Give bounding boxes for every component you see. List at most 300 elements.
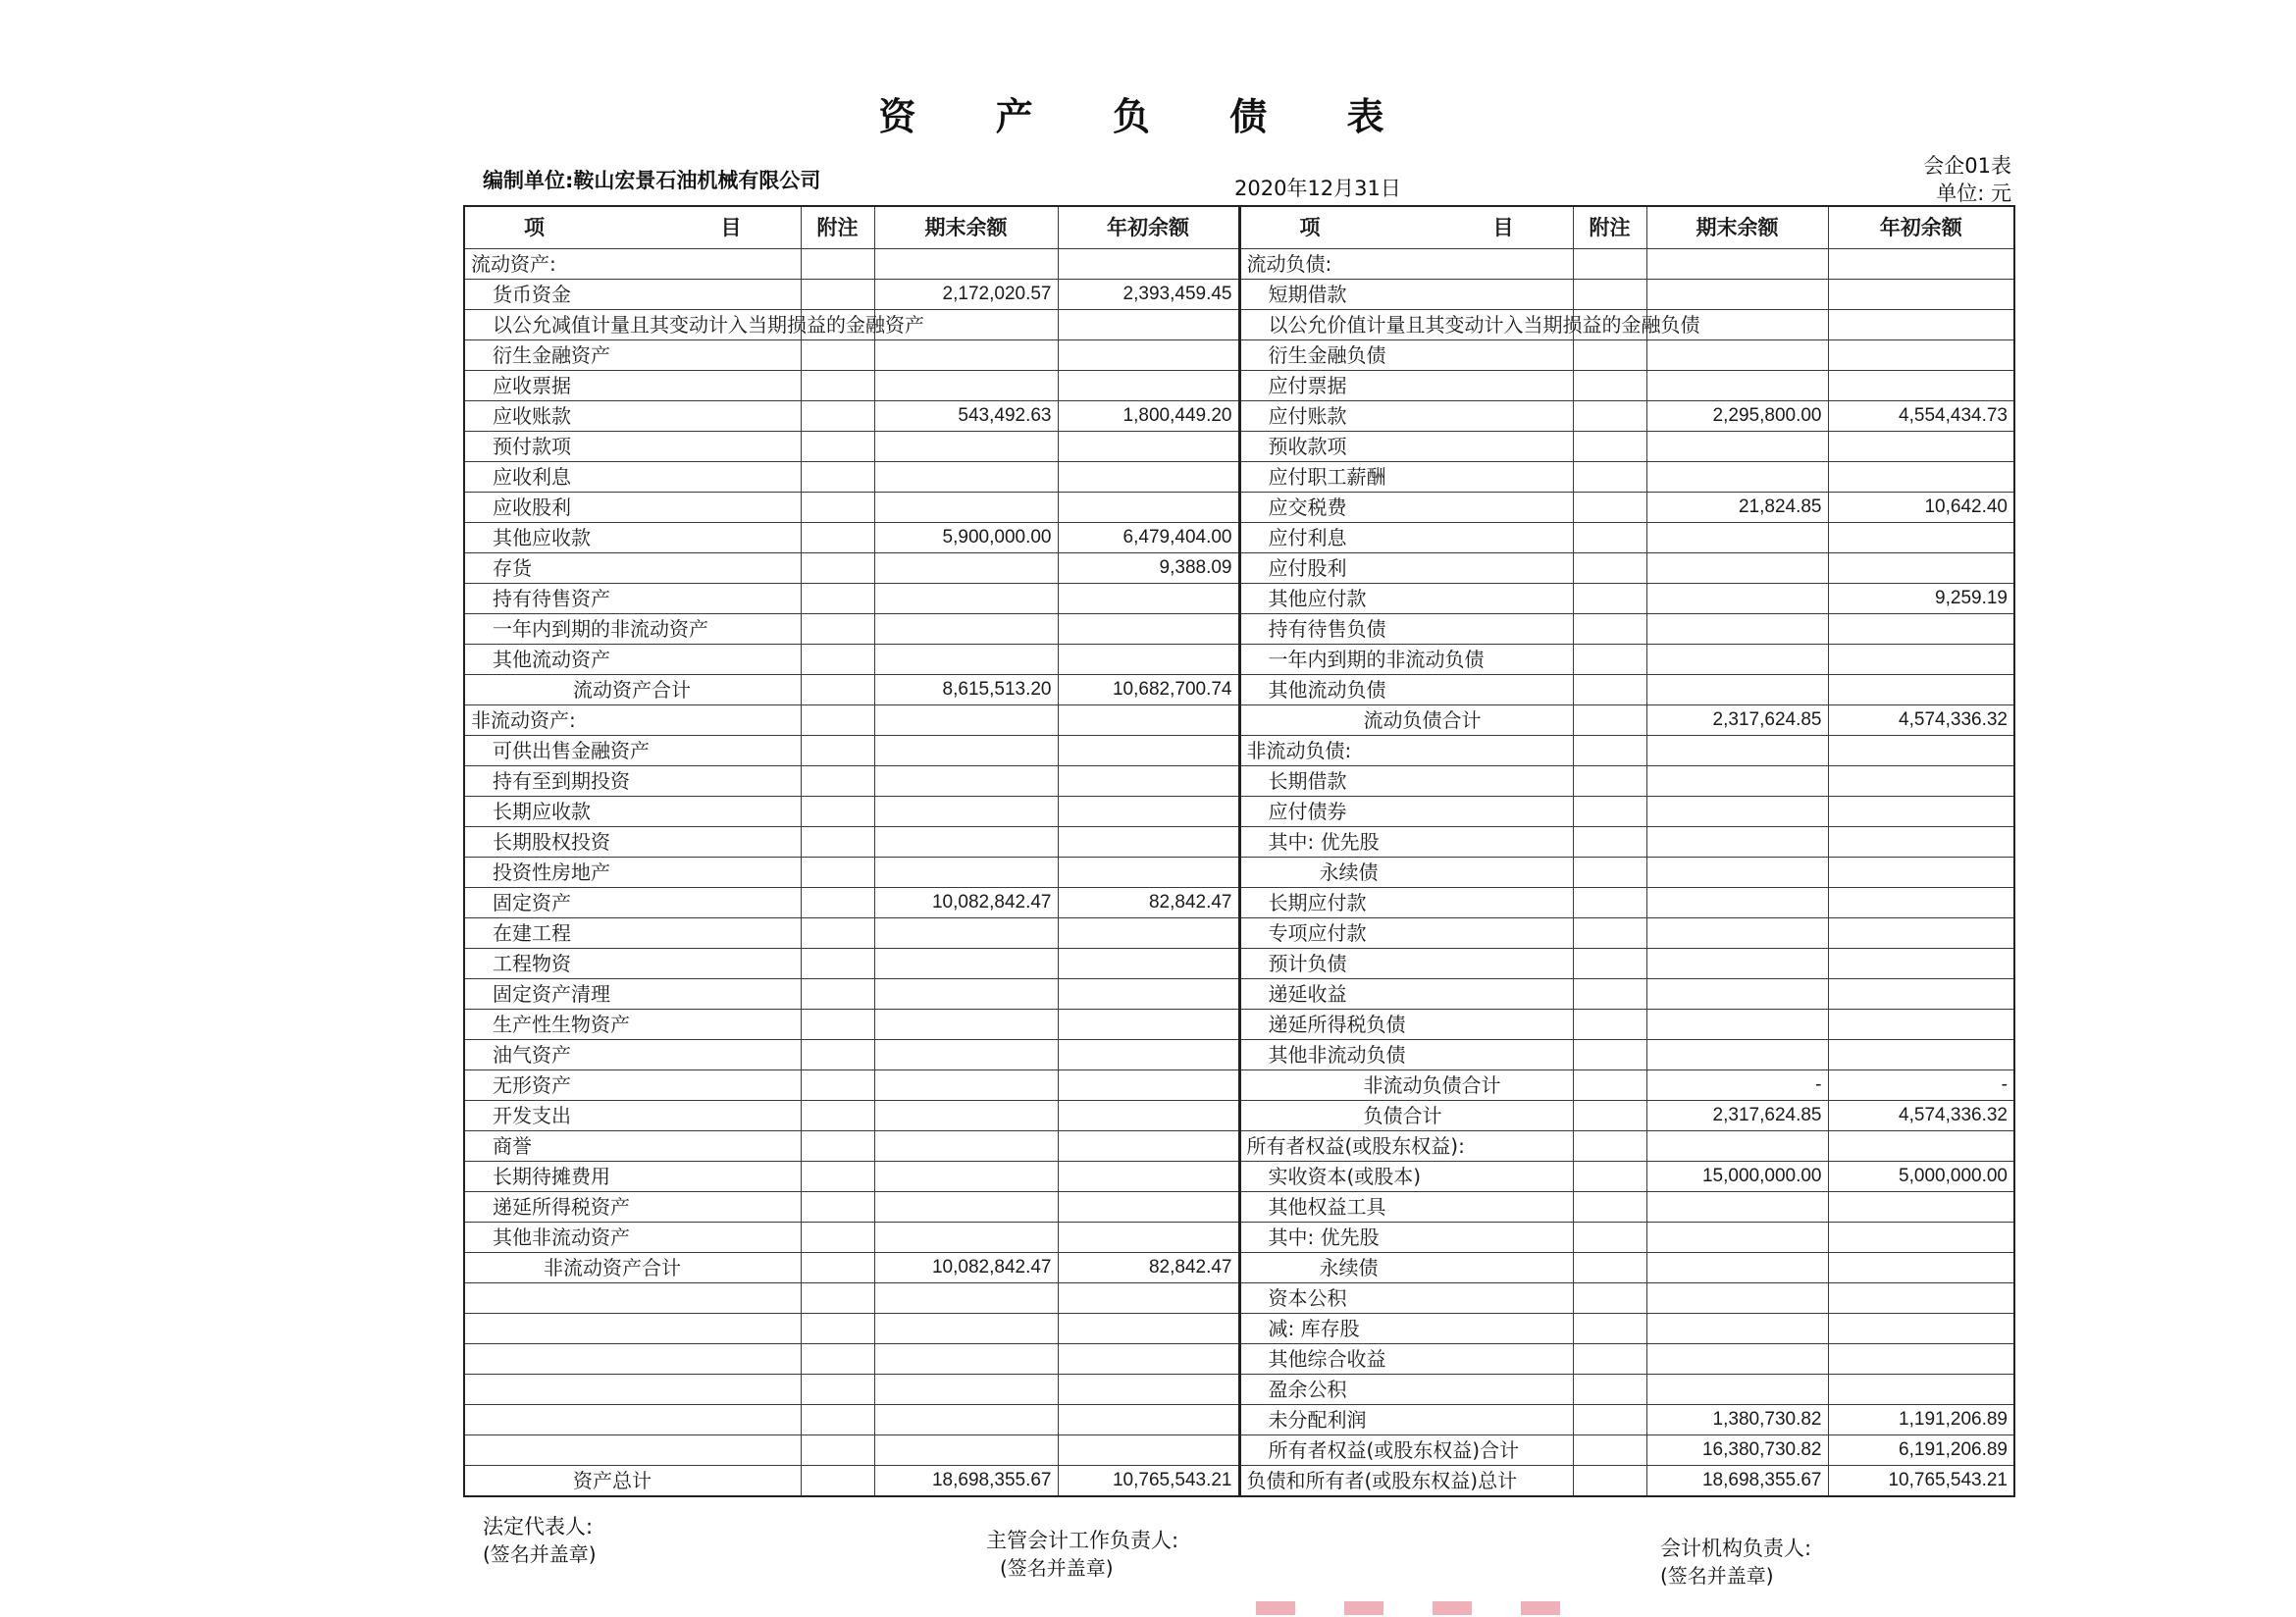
liability-begin-balance bbox=[1828, 340, 2014, 371]
table-row bbox=[464, 1375, 2014, 1405]
liability-note-cell bbox=[1573, 1405, 1646, 1435]
liability-end-balance bbox=[1646, 1283, 1828, 1314]
asset-begin-balance bbox=[1058, 614, 1239, 645]
liability-begin-balance bbox=[1828, 1131, 2014, 1162]
liability-note-cell bbox=[1573, 553, 1646, 584]
asset-item-name: 其他流动资产 bbox=[464, 645, 801, 675]
table-row bbox=[464, 1466, 2014, 1497]
asset-end-balance: 543,492.63 bbox=[874, 401, 1058, 432]
asset-note-cell bbox=[801, 705, 874, 736]
liability-note-cell bbox=[1573, 1223, 1646, 1253]
liability-note-cell bbox=[1573, 1010, 1646, 1040]
liability-note-cell bbox=[1573, 827, 1646, 858]
asset-end-balance: 10,082,842.47 bbox=[874, 888, 1058, 918]
asset-note-cell bbox=[801, 1314, 874, 1344]
liability-note-cell bbox=[1573, 401, 1646, 432]
table-row bbox=[464, 1283, 2014, 1314]
asset-note-cell bbox=[801, 1253, 874, 1283]
liability-begin-balance bbox=[1828, 918, 2014, 949]
asset-note-cell bbox=[801, 462, 874, 493]
asset-note-cell bbox=[801, 1010, 874, 1040]
table-row bbox=[464, 340, 2014, 371]
col-header-item: 项 目 bbox=[464, 206, 801, 249]
liability-note-cell bbox=[1573, 736, 1646, 766]
liability-end-balance bbox=[1646, 918, 1828, 949]
asset-item-name: 在建工程 bbox=[464, 918, 801, 949]
liability-end-balance bbox=[1646, 462, 1828, 493]
asset-begin-balance bbox=[1058, 949, 1239, 979]
asset-note-cell bbox=[801, 827, 874, 858]
table-row bbox=[464, 645, 2014, 675]
liability-end-balance bbox=[1646, 249, 1828, 280]
table-row bbox=[464, 584, 2014, 614]
asset-item-name: 固定资产清理 bbox=[464, 979, 801, 1010]
asset-begin-balance bbox=[1058, 736, 1239, 766]
accounting-org-head-note: (签名并盖章) bbox=[1660, 1564, 1774, 1588]
liability-end-balance bbox=[1646, 766, 1828, 797]
liability-end-balance bbox=[1646, 827, 1828, 858]
liability-begin-balance bbox=[1828, 614, 2014, 645]
liability-item-name: 应付票据 bbox=[1239, 371, 1573, 401]
liability-item-name: 负债和所有者(或股东权益)总计 bbox=[1239, 1466, 1573, 1497]
table-row bbox=[464, 1314, 2014, 1344]
liability-item-name: 实收资本(或股本) bbox=[1239, 1162, 1573, 1192]
table-row bbox=[464, 705, 2014, 736]
asset-note-cell bbox=[801, 888, 874, 918]
liability-end-balance bbox=[1646, 1040, 1828, 1070]
liability-begin-balance bbox=[1828, 797, 2014, 827]
table-row bbox=[464, 979, 2014, 1010]
liability-note-cell bbox=[1573, 1435, 1646, 1466]
asset-end-balance bbox=[874, 1162, 1058, 1192]
asset-item-name: 流动资产合计 bbox=[464, 675, 801, 705]
asset-item-name: 生产性生物资产 bbox=[464, 1010, 801, 1040]
asset-begin-balance bbox=[1058, 1375, 1239, 1405]
asset-item-name bbox=[464, 1375, 801, 1405]
liability-end-balance bbox=[1646, 1253, 1828, 1283]
liability-item-name: 应交税费 bbox=[1239, 493, 1573, 523]
liability-end-balance bbox=[1646, 1375, 1828, 1405]
asset-item-name: 应收利息 bbox=[464, 462, 801, 493]
asset-item-name bbox=[464, 1344, 801, 1375]
liability-item-name: 减: 库存股 bbox=[1239, 1314, 1573, 1344]
asset-note-cell bbox=[801, 432, 874, 462]
col-header-item: 项 目 bbox=[1239, 206, 1573, 249]
table-row bbox=[464, 614, 2014, 645]
liability-item-name: 预计负债 bbox=[1239, 949, 1573, 979]
asset-note-cell bbox=[801, 1162, 874, 1192]
asset-item-name: 油气资产 bbox=[464, 1040, 801, 1070]
asset-note-cell bbox=[801, 523, 874, 553]
asset-end-balance bbox=[874, 1435, 1058, 1466]
asset-item-name bbox=[464, 1283, 801, 1314]
liability-note-cell bbox=[1573, 371, 1646, 401]
asset-item-name: 衍生金融资产 bbox=[464, 340, 801, 371]
table-row bbox=[464, 675, 2014, 705]
table-row bbox=[464, 1131, 2014, 1162]
asset-end-balance bbox=[874, 736, 1058, 766]
liability-item-name: 持有待售负债 bbox=[1239, 614, 1573, 645]
liability-begin-balance bbox=[1828, 371, 2014, 401]
liability-note-cell bbox=[1573, 979, 1646, 1010]
liability-item-name: 资本公积 bbox=[1239, 1283, 1573, 1314]
liability-item-name: 流动负债: bbox=[1239, 249, 1573, 280]
liability-item-name: 永续债 bbox=[1239, 1253, 1573, 1283]
accounting-org-head-signature bbox=[1660, 1535, 1811, 1590]
asset-note-cell bbox=[801, 979, 874, 1010]
asset-begin-balance bbox=[1058, 340, 1239, 371]
table-row bbox=[464, 310, 2014, 340]
liability-end-balance bbox=[1646, 888, 1828, 918]
liability-end-balance bbox=[1646, 675, 1828, 705]
asset-begin-balance: 2,393,459.45 bbox=[1058, 280, 1239, 310]
asset-end-balance bbox=[874, 371, 1058, 401]
asset-note-cell bbox=[801, 1375, 874, 1405]
col-header-begin-balance: 年初余额 bbox=[1058, 206, 1239, 249]
liability-end-balance: 18,698,355.67 bbox=[1646, 1466, 1828, 1497]
legal-representative-signature bbox=[483, 1513, 597, 1568]
table-row bbox=[464, 432, 2014, 462]
liability-begin-balance bbox=[1828, 1192, 2014, 1223]
asset-item-name: 无形资产 bbox=[464, 1070, 801, 1101]
table-row bbox=[464, 1010, 2014, 1040]
asset-end-balance bbox=[874, 1040, 1058, 1070]
table-row bbox=[464, 827, 2014, 858]
asset-note-cell bbox=[801, 1344, 874, 1375]
liability-item-name: 递延所得税负债 bbox=[1239, 1010, 1573, 1040]
asset-end-balance bbox=[874, 918, 1058, 949]
col-header-end-balance: 期末余额 bbox=[874, 206, 1058, 249]
balance-sheet-table bbox=[463, 205, 2015, 1497]
asset-item-name: 存货 bbox=[464, 553, 801, 584]
asset-item-name bbox=[464, 1435, 801, 1466]
asset-note-cell bbox=[801, 1131, 874, 1162]
asset-note-cell bbox=[801, 584, 874, 614]
asset-end-balance bbox=[874, 1223, 1058, 1253]
asset-begin-balance bbox=[1058, 705, 1239, 736]
asset-end-balance bbox=[874, 249, 1058, 280]
liability-note-cell bbox=[1573, 523, 1646, 553]
asset-note-cell bbox=[801, 1101, 874, 1131]
asset-item-name bbox=[464, 1314, 801, 1344]
asset-begin-balance: 10,765,543.21 bbox=[1058, 1466, 1239, 1497]
asset-begin-balance bbox=[1058, 432, 1239, 462]
liability-item-name: 应付账款 bbox=[1239, 401, 1573, 432]
asset-begin-balance bbox=[1058, 1070, 1239, 1101]
liability-end-balance bbox=[1646, 1192, 1828, 1223]
table-row bbox=[464, 523, 2014, 553]
liability-item-name: 所有者权益(或股东权益)合计 bbox=[1239, 1435, 1573, 1466]
liability-note-cell bbox=[1573, 1131, 1646, 1162]
asset-note-cell bbox=[801, 553, 874, 584]
liability-end-balance bbox=[1646, 858, 1828, 888]
table-row bbox=[464, 1223, 2014, 1253]
liability-note-cell bbox=[1573, 614, 1646, 645]
table-row bbox=[464, 493, 2014, 523]
asset-note-cell bbox=[801, 858, 874, 888]
table-row bbox=[464, 462, 2014, 493]
asset-begin-balance bbox=[1058, 858, 1239, 888]
asset-item-name: 可供出售金融资产 bbox=[464, 736, 801, 766]
col-header-begin-balance: 年初余额 bbox=[1828, 206, 2014, 249]
asset-note-cell bbox=[801, 280, 874, 310]
liability-item-name: 专项应付款 bbox=[1239, 918, 1573, 949]
liability-note-cell bbox=[1573, 1375, 1646, 1405]
asset-note-cell bbox=[801, 401, 874, 432]
asset-note-cell bbox=[801, 1040, 874, 1070]
asset-end-balance bbox=[874, 949, 1058, 979]
table-row bbox=[464, 401, 2014, 432]
liability-end-balance bbox=[1646, 614, 1828, 645]
table-row bbox=[464, 736, 2014, 766]
asset-begin-balance: 10,682,700.74 bbox=[1058, 675, 1239, 705]
liability-item-name: 所有者权益(或股东权益): bbox=[1239, 1131, 1573, 1162]
asset-item-name: 开发支出 bbox=[464, 1101, 801, 1131]
asset-end-balance bbox=[874, 1344, 1058, 1375]
liability-end-balance bbox=[1646, 1314, 1828, 1344]
asset-item-name: 其他非流动资产 bbox=[464, 1223, 801, 1253]
liability-item-name: 长期应付款 bbox=[1239, 888, 1573, 918]
asset-item-name: 长期待摊费用 bbox=[464, 1162, 801, 1192]
liability-item-name: 衍生金融负债 bbox=[1239, 340, 1573, 371]
liability-begin-balance bbox=[1828, 462, 2014, 493]
liability-note-cell bbox=[1573, 1283, 1646, 1314]
liability-end-balance: 15,000,000.00 bbox=[1646, 1162, 1828, 1192]
liability-begin-balance bbox=[1828, 766, 2014, 797]
liability-note-cell bbox=[1573, 280, 1646, 310]
compiling-unit: 编制单位:鞍山宏景石油机械有限公司 bbox=[483, 169, 821, 192]
liability-begin-balance bbox=[1828, 1375, 2014, 1405]
liability-begin-balance: 9,259.19 bbox=[1828, 584, 2014, 614]
asset-item-name bbox=[464, 1405, 801, 1435]
liability-item-name: 以公允价值计量且其变动计入当期损益的金融负债 bbox=[1239, 310, 1573, 340]
asset-item-name: 一年内到期的非流动资产 bbox=[464, 614, 801, 645]
liability-begin-balance: 10,642.40 bbox=[1828, 493, 2014, 523]
liability-end-balance bbox=[1646, 797, 1828, 827]
asset-note-cell bbox=[801, 340, 874, 371]
table-row bbox=[464, 249, 2014, 280]
asset-end-balance: 5,900,000.00 bbox=[874, 523, 1058, 553]
currency-unit: 单位: 元 bbox=[1936, 182, 2011, 205]
table-row bbox=[464, 1040, 2014, 1070]
table-row bbox=[464, 1344, 2014, 1375]
table-row bbox=[464, 280, 2014, 310]
asset-begin-balance bbox=[1058, 645, 1239, 675]
liability-note-cell bbox=[1573, 1101, 1646, 1131]
asset-begin-balance: 82,842.47 bbox=[1058, 888, 1239, 918]
liability-end-balance: 2,317,624.85 bbox=[1646, 705, 1828, 736]
liability-note-cell bbox=[1573, 1344, 1646, 1375]
liability-item-name: 应付职工薪酬 bbox=[1239, 462, 1573, 493]
liability-end-balance bbox=[1646, 949, 1828, 979]
liability-end-balance bbox=[1646, 553, 1828, 584]
liability-begin-balance bbox=[1828, 736, 2014, 766]
asset-end-balance bbox=[874, 705, 1058, 736]
liability-item-name: 未分配利润 bbox=[1239, 1405, 1573, 1435]
col-header-end-balance: 期末余额 bbox=[1646, 206, 1828, 249]
liability-begin-balance bbox=[1828, 249, 2014, 280]
asset-begin-balance bbox=[1058, 1435, 1239, 1466]
asset-end-balance bbox=[874, 614, 1058, 645]
liability-begin-balance bbox=[1828, 553, 2014, 584]
asset-end-balance bbox=[874, 1314, 1058, 1344]
asset-begin-balance bbox=[1058, 827, 1239, 858]
asset-end-balance bbox=[874, 1192, 1058, 1223]
asset-begin-balance bbox=[1058, 1010, 1239, 1040]
liability-begin-balance bbox=[1828, 949, 2014, 979]
asset-begin-balance bbox=[1058, 979, 1239, 1010]
asset-end-balance bbox=[874, 1283, 1058, 1314]
table-row bbox=[464, 371, 2014, 401]
asset-begin-balance bbox=[1058, 1162, 1239, 1192]
asset-note-cell bbox=[801, 493, 874, 523]
liability-item-name: 应付股利 bbox=[1239, 553, 1573, 584]
liability-begin-balance bbox=[1828, 645, 2014, 675]
liability-item-name: 短期借款 bbox=[1239, 280, 1573, 310]
liability-end-balance: 1,380,730.82 bbox=[1646, 1405, 1828, 1435]
table-row bbox=[464, 858, 2014, 888]
liability-end-balance: 2,295,800.00 bbox=[1646, 401, 1828, 432]
liability-item-name: 应付债券 bbox=[1239, 797, 1573, 827]
table-row bbox=[464, 918, 2014, 949]
asset-begin-balance bbox=[1058, 1223, 1239, 1253]
asset-begin-balance bbox=[1058, 371, 1239, 401]
asset-end-balance bbox=[874, 340, 1058, 371]
asset-item-name: 预付款项 bbox=[464, 432, 801, 462]
liability-end-balance bbox=[1646, 979, 1828, 1010]
liability-begin-balance: 6,191,206.89 bbox=[1828, 1435, 2014, 1466]
liability-end-balance bbox=[1646, 523, 1828, 553]
asset-item-name: 持有至到期投资 bbox=[464, 766, 801, 797]
accounting-org-head-label: 会计机构负责人: bbox=[1660, 1537, 1812, 1560]
asset-begin-balance bbox=[1058, 584, 1239, 614]
asset-item-name: 投资性房地产 bbox=[464, 858, 801, 888]
liability-item-name: 其他综合收益 bbox=[1239, 1344, 1573, 1375]
liability-item-name: 其他非流动负债 bbox=[1239, 1040, 1573, 1070]
report-date: 2020年12月31日 bbox=[1234, 177, 1401, 200]
asset-note-cell bbox=[801, 1435, 874, 1466]
liability-item-name: 长期借款 bbox=[1239, 766, 1573, 797]
asset-note-cell bbox=[801, 1070, 874, 1101]
liability-item-name: 预收款项 bbox=[1239, 432, 1573, 462]
table-row bbox=[464, 1253, 2014, 1283]
asset-item-name: 货币资金 bbox=[464, 280, 801, 310]
asset-end-balance bbox=[874, 858, 1058, 888]
liability-item-name: 其中: 优先股 bbox=[1239, 1223, 1573, 1253]
table-row bbox=[464, 1435, 2014, 1466]
liability-end-balance: - bbox=[1646, 1070, 1828, 1101]
liability-begin-balance bbox=[1828, 432, 2014, 462]
liability-begin-balance: - bbox=[1828, 1070, 2014, 1101]
asset-end-balance bbox=[874, 1010, 1058, 1040]
legal-rep-note: (签名并盖章) bbox=[483, 1542, 597, 1566]
asset-end-balance bbox=[874, 1101, 1058, 1131]
asset-item-name: 持有待售资产 bbox=[464, 584, 801, 614]
liability-note-cell bbox=[1573, 432, 1646, 462]
liability-note-cell bbox=[1573, 1192, 1646, 1223]
asset-begin-balance: 9,388.09 bbox=[1058, 553, 1239, 584]
liability-item-name: 非流动负债合计 bbox=[1239, 1070, 1573, 1101]
liability-end-balance bbox=[1646, 432, 1828, 462]
liability-note-cell bbox=[1573, 493, 1646, 523]
liability-end-balance: 16,380,730.82 bbox=[1646, 1435, 1828, 1466]
asset-end-balance bbox=[874, 584, 1058, 614]
table-row bbox=[464, 1192, 2014, 1223]
accounting-head-note: (签名并盖章) bbox=[1000, 1556, 1114, 1580]
liability-begin-balance bbox=[1828, 280, 2014, 310]
accounting-head-label: 主管会计工作负责人: bbox=[986, 1529, 1179, 1552]
liability-note-cell bbox=[1573, 675, 1646, 705]
liability-note-cell bbox=[1573, 249, 1646, 280]
liability-note-cell bbox=[1573, 645, 1646, 675]
liability-begin-balance bbox=[1828, 979, 2014, 1010]
asset-item-name: 以公允减值计量且其变动计入当期损益的金融资产 bbox=[464, 310, 801, 340]
liability-begin-balance bbox=[1828, 827, 2014, 858]
liability-item-name: 其他权益工具 bbox=[1239, 1192, 1573, 1223]
liability-item-name: 流动负债合计 bbox=[1239, 705, 1573, 736]
asset-begin-balance bbox=[1058, 766, 1239, 797]
liability-end-balance: 21,824.85 bbox=[1646, 493, 1828, 523]
asset-end-balance bbox=[874, 1375, 1058, 1405]
asset-item-name: 商誉 bbox=[464, 1131, 801, 1162]
liability-begin-balance bbox=[1828, 310, 2014, 340]
asset-end-balance: 10,082,842.47 bbox=[874, 1253, 1058, 1283]
liability-begin-balance: 1,191,206.89 bbox=[1828, 1405, 2014, 1435]
asset-item-name: 长期股权投资 bbox=[464, 827, 801, 858]
asset-note-cell bbox=[801, 797, 874, 827]
liability-begin-balance: 4,574,336.32 bbox=[1828, 705, 2014, 736]
asset-begin-balance bbox=[1058, 462, 1239, 493]
col-header-note: 附注 bbox=[1573, 206, 1646, 249]
liability-item-name: 应付利息 bbox=[1239, 523, 1573, 553]
asset-end-balance bbox=[874, 979, 1058, 1010]
asset-note-cell bbox=[801, 645, 874, 675]
asset-end-balance bbox=[874, 553, 1058, 584]
asset-note-cell bbox=[801, 1405, 874, 1435]
liability-end-balance bbox=[1646, 1344, 1828, 1375]
liability-begin-balance bbox=[1828, 675, 2014, 705]
asset-end-balance bbox=[874, 1070, 1058, 1101]
asset-begin-balance bbox=[1058, 249, 1239, 280]
liability-note-cell bbox=[1573, 858, 1646, 888]
liability-item-name: 非流动负债: bbox=[1239, 736, 1573, 766]
liability-note-cell bbox=[1573, 918, 1646, 949]
asset-item-name: 非流动资产: bbox=[464, 705, 801, 736]
asset-begin-balance bbox=[1058, 310, 1239, 340]
asset-end-balance bbox=[874, 766, 1058, 797]
asset-begin-balance bbox=[1058, 1040, 1239, 1070]
liability-note-cell bbox=[1573, 705, 1646, 736]
asset-begin-balance bbox=[1058, 1405, 1239, 1435]
asset-item-name: 资产总计 bbox=[464, 1466, 801, 1497]
asset-begin-balance: 6,479,404.00 bbox=[1058, 523, 1239, 553]
liability-begin-balance bbox=[1828, 1040, 2014, 1070]
liability-note-cell bbox=[1573, 1466, 1646, 1497]
liability-end-balance bbox=[1646, 1223, 1828, 1253]
liability-note-cell bbox=[1573, 1162, 1646, 1192]
liability-note-cell bbox=[1573, 1070, 1646, 1101]
asset-note-cell bbox=[801, 1283, 874, 1314]
asset-item-name: 应收票据 bbox=[464, 371, 801, 401]
liability-end-balance bbox=[1646, 340, 1828, 371]
asset-end-balance bbox=[874, 645, 1058, 675]
liability-note-cell bbox=[1573, 766, 1646, 797]
liability-note-cell bbox=[1573, 888, 1646, 918]
asset-item-name: 递延所得税资产 bbox=[464, 1192, 801, 1223]
asset-end-balance: 8,615,513.20 bbox=[874, 675, 1058, 705]
asset-item-name: 其他应收款 bbox=[464, 523, 801, 553]
asset-item-name: 固定资产 bbox=[464, 888, 801, 918]
